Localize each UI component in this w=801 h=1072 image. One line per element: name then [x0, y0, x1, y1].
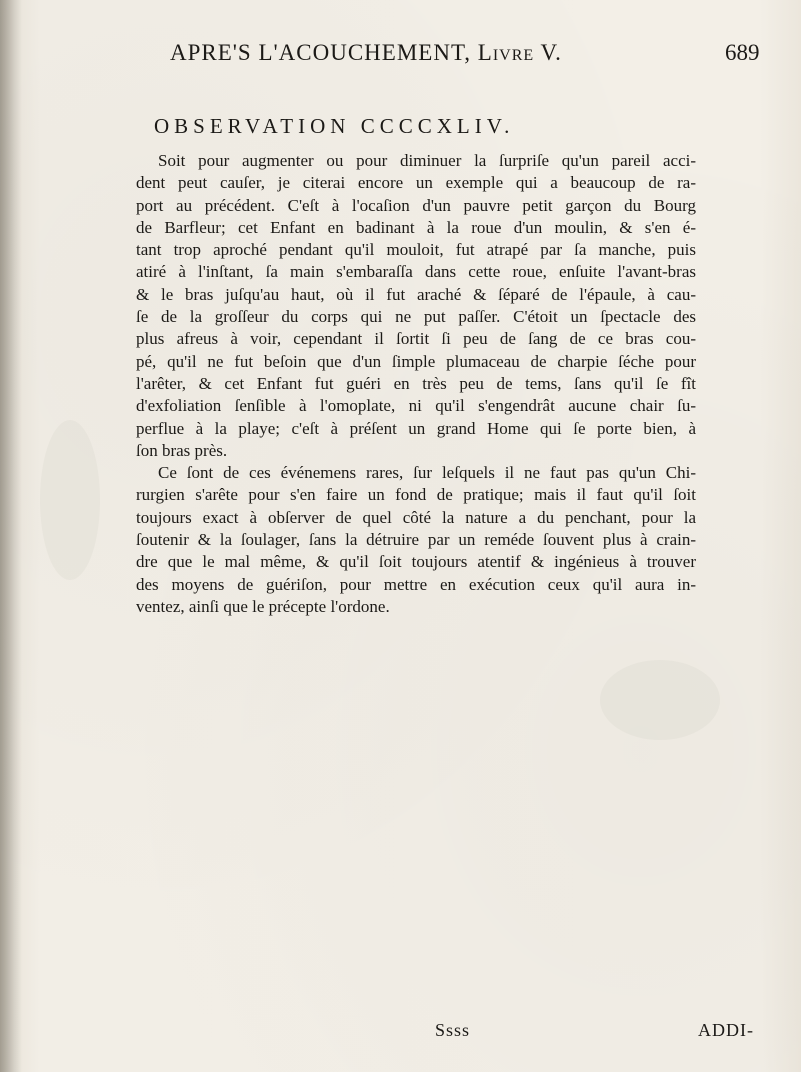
- text-line: de Barfleur; cet Enfant en badinant à la roue d'un moulin, & s'en é-: [136, 217, 696, 237]
- text-line: perflue à la playe; c'eſt à préſent un grand Home qui ſe porte bien, à: [136, 418, 696, 438]
- text-line: ſoutenir & la ſoulager, ſans la détruire par un reméde ſouvent plus à crain-: [136, 530, 696, 550]
- text-line: l'arêter, & cet Enfant fut guéri en très peu de tems, ſans qu'il ſe fît: [136, 373, 696, 393]
- text-line: dre que le mal même, & qu'il ſoit toujours atentif & ingénieus à trouver: [136, 552, 696, 572]
- text-line: port au précédent. C'eſt à l'ocaſion d'un pauvre petit garçon du Bourg: [136, 195, 696, 215]
- running-head: [170, 40, 670, 66]
- text-line: Ce ſont de ces événemens rares, ſur leſquels il ne faut pas qu'un Chi-: [158, 463, 696, 483]
- running-head-book: Livre V.: [477, 40, 562, 65]
- text-line: plus afreus à voir, cependant il ſortit ſi peu de ſang de ce bras cou-: [136, 329, 696, 349]
- text-line: atiré à l'inſtant, ſa main s'embaraſſa dans cette roue, enſuite l'avant-bras: [136, 262, 696, 282]
- gutter-shadow: [0, 0, 22, 1072]
- text-line: tant trop aproché pendant qu'il mouloit, fut atrapé par ſa manche, puis: [136, 240, 696, 260]
- text-line: toujours exact à obſerver de quel côté la nature a du penchant, pour la: [136, 507, 696, 527]
- paragraph-2: [136, 462, 696, 618]
- signature-mark: Ssss: [435, 1020, 471, 1040]
- text-line: pé, qu'il ne fut beſoin que d'un ſimple plumaceau de charpie ſéche pour: [136, 351, 696, 371]
- text-line: rurgien s'arête pour s'en faire un fond de pratique; mais il faut qu'il ſoit: [136, 485, 696, 505]
- paper-stain: [600, 660, 720, 740]
- text-line: des moyens de guériſon, pour mettre en exécution ceux qu'il aura in-: [136, 574, 696, 594]
- text-line: ventez, ainſi que le précepte l'ordone.: [136, 596, 390, 616]
- paragraph-1: [136, 150, 696, 462]
- text-line: ſe de la groſſeur du corps qui ne put paſſer. C'étoit un ſpectacle des: [136, 307, 696, 327]
- catchword: ADDI-: [698, 1020, 754, 1040]
- text-line: d'exfoliation ſenſible à l'omoplate, ni qu'il s'engendrât aucune chair ſu-: [136, 396, 696, 416]
- text-line: & le bras juſqu'au haut, où il fut araché & ſéparé de l'épaule, à cau-: [136, 284, 696, 304]
- text-line: Soit pour augmenter ou pour diminuer la ſurpriſe qu'un pareil acci-: [158, 151, 696, 170]
- page-number: 689: [725, 40, 760, 65]
- paper-stain: [40, 420, 100, 580]
- text-line: ſon bras près.: [136, 440, 228, 460]
- observation-title: OBSERVATION CCCCXLIV.: [154, 114, 515, 138]
- body-text: [136, 150, 696, 618]
- running-head-title: APRE'S L'ACOUCHEMENT,: [170, 40, 472, 65]
- text-line: dent peut cauſer, je citerai encore un exemple qui a beaucoup de ra-: [136, 173, 696, 193]
